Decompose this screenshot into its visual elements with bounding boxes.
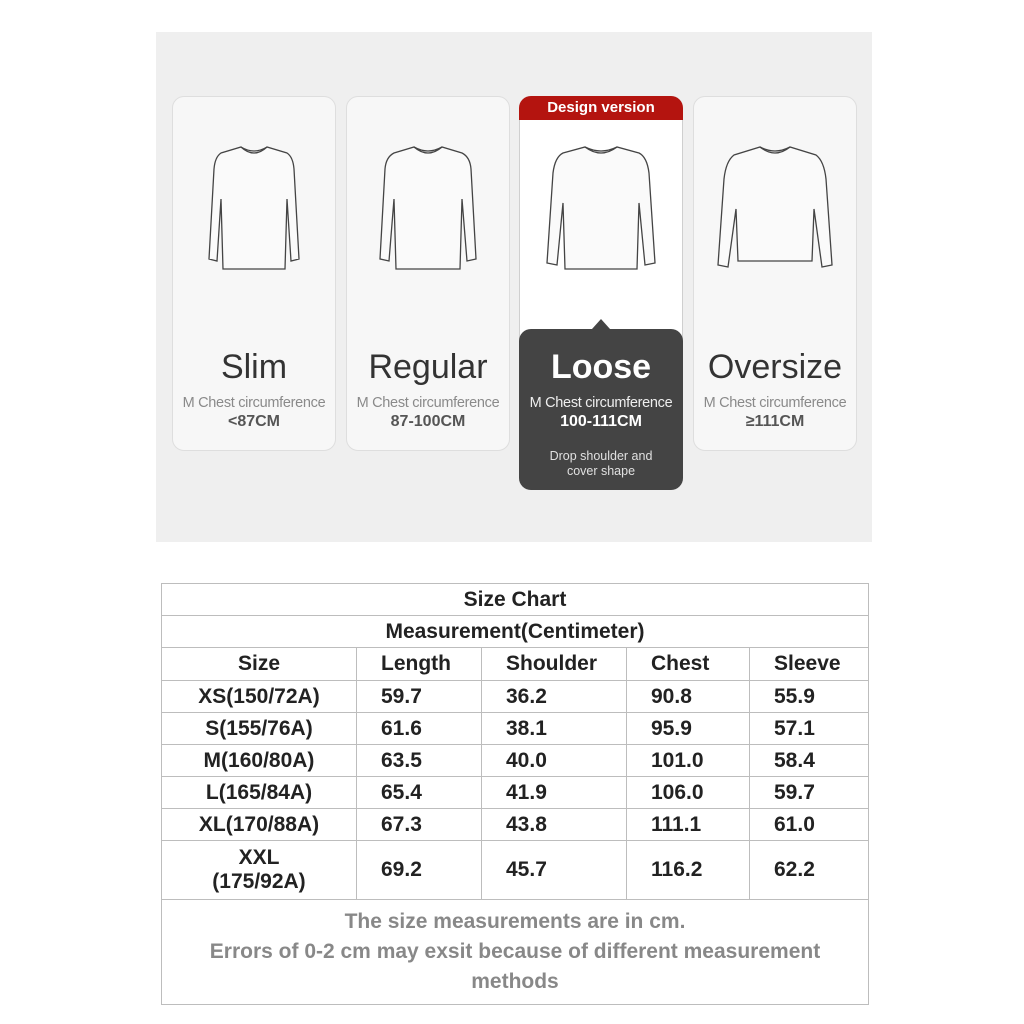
fit-subtitle: M Chest circumference — [529, 395, 673, 411]
table-cell: 65.4 — [357, 777, 482, 809]
size-chart-subtitle: Measurement(Centimeter) — [162, 616, 869, 648]
fit-name: Slim — [220, 348, 288, 386]
fit-card-oversize — [693, 96, 857, 451]
size-chart-title: Size Chart — [162, 584, 869, 616]
fit-range: 100-111CM — [560, 413, 642, 430]
size-label-line: (175/92A) — [212, 870, 306, 893]
table-cell: 116.2 — [627, 841, 750, 900]
table-cell: XL(170/88A) — [162, 809, 357, 841]
table-cell: 106.0 — [627, 777, 750, 809]
table-cell: 101.0 — [627, 745, 750, 777]
slim-shirt-icon — [199, 139, 309, 279]
size-label-line: XXL — [238, 846, 280, 869]
column-header: Length — [357, 648, 482, 681]
fit-note — [520, 449, 682, 479]
table-cell: 41.9 — [482, 777, 627, 809]
table-cell: 36.2 — [482, 681, 627, 713]
table-cell: 57.1 — [750, 713, 869, 745]
fit-subtitle: M Chest circumference — [703, 395, 847, 411]
table-cell: 63.5 — [357, 745, 482, 777]
fit-name: Oversize — [707, 348, 843, 386]
table-cell: 61.6 — [357, 713, 482, 745]
table-row — [162, 681, 869, 713]
column-header: Size — [162, 648, 357, 681]
oversize-shirt-icon — [710, 139, 840, 279]
table-cell — [162, 841, 357, 900]
table-cell: 59.7 — [357, 681, 482, 713]
table-cell: 38.1 — [482, 713, 627, 745]
fit-name: Regular — [368, 348, 488, 386]
table-cell: 67.3 — [357, 809, 482, 841]
table-cell: 43.8 — [482, 809, 627, 841]
regular-shirt-icon — [370, 139, 486, 279]
loose-shirt-icon — [539, 139, 663, 279]
table-row — [162, 745, 869, 777]
fit-card-regular — [346, 96, 510, 451]
table-cell: 61.0 — [750, 809, 869, 841]
note-line: The size measurements are in cm. — [344, 910, 686, 933]
table-row — [162, 713, 869, 745]
table-cell: 111.1 — [627, 809, 750, 841]
fit-name: Loose — [550, 348, 652, 386]
table-cell: L(165/84A) — [162, 777, 357, 809]
fit-range: ≥111CM — [745, 413, 805, 430]
fit-note-line: Drop shoulder and — [549, 449, 653, 463]
table-cell: 59.7 — [750, 777, 869, 809]
column-header: Sleeve — [750, 648, 869, 681]
design-version-tag: Design version — [519, 96, 683, 120]
fit-card-slim — [172, 96, 336, 451]
fit-range: <87CM — [227, 413, 281, 430]
table-cell: 45.7 — [482, 841, 627, 900]
table-cell: 62.2 — [750, 841, 869, 900]
column-header: Chest — [627, 648, 750, 681]
table-cell: 95.9 — [627, 713, 750, 745]
table-cell: 40.0 — [482, 745, 627, 777]
fit-subtitle: M Chest circumference — [182, 395, 326, 411]
table-cell: 55.9 — [750, 681, 869, 713]
table-cell: S(155/76A) — [162, 713, 357, 745]
fit-subtitle: M Chest circumference — [356, 395, 500, 411]
note-line: methods — [471, 970, 559, 993]
table-cell: 69.2 — [357, 841, 482, 900]
table-row — [162, 777, 869, 809]
table-cell: M(160/80A) — [162, 745, 357, 777]
column-header: Shoulder — [482, 648, 627, 681]
table-cell: 58.4 — [750, 745, 869, 777]
table-row — [162, 841, 869, 900]
table-cell: XS(150/72A) — [162, 681, 357, 713]
fit-range: 87-100CM — [390, 413, 466, 430]
table-cell: 90.8 — [627, 681, 750, 713]
table-row — [162, 809, 869, 841]
fit-card-loose — [519, 96, 683, 490]
note-line: Errors of 0-2 cm may exsit because of different measurement — [209, 940, 821, 963]
size-chart-note — [162, 900, 869, 1005]
fit-note-line: cover shape — [566, 464, 636, 478]
size-chart-table — [161, 583, 869, 1005]
fit-comparison-panel — [156, 32, 872, 542]
